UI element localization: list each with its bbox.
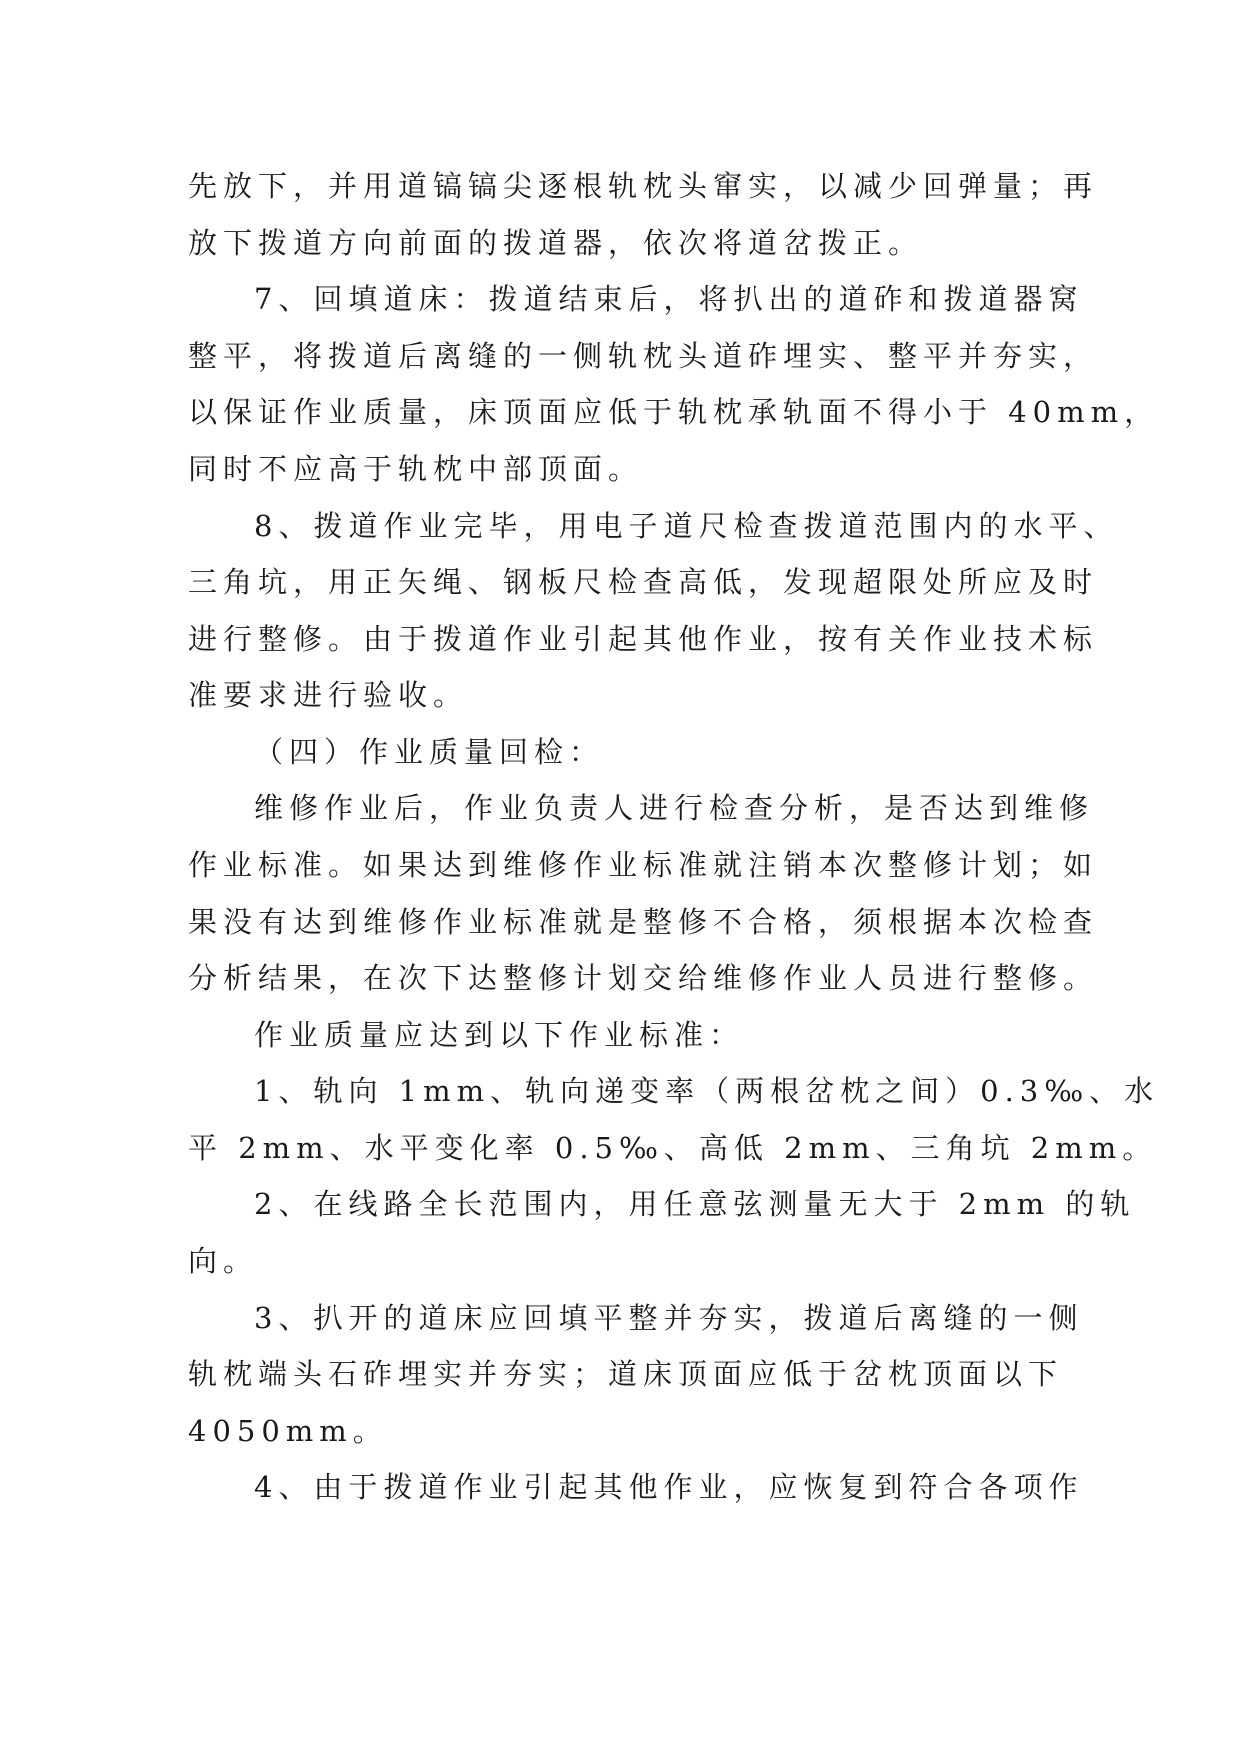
body-line: 三角坑，用正矢绳、钢板尺检查高低，发现超限处所应及时	[188, 565, 1099, 599]
body-line: 整平，将拨道后离缝的一侧轨枕头道砟埋实、整平并夯实，	[188, 339, 1099, 373]
standard-item-1: 1、轨向 1mm、轨向递变率（两根岔枕之间）0.3‰、水	[254, 1074, 1160, 1108]
body-line: 作业标准。如果达到维修作业标准就注销本次整修计划；如	[188, 848, 1099, 882]
standard-item-2: 2、在线路全长范围内，用任意弦测量无大于 2mm 的轨	[254, 1187, 1136, 1221]
body-line: 4050mm。	[188, 1414, 388, 1448]
body-line: 同时不应高于轨枕中部顶面。	[188, 452, 644, 486]
section-heading: （四）作业质量回检：	[254, 735, 605, 769]
body-line: 向。	[188, 1244, 259, 1278]
paragraph-7-start: 7、回填道床：拨道结束后，将扒出的道砟和拨道器窝	[254, 282, 1084, 316]
body-line: 放下拨道方向前面的拨道器，依次将道岔拨正。	[188, 226, 924, 260]
body-line: 分析结果，在次下达整修计划交给维修作业人员进行整修。	[188, 961, 1099, 995]
body-line: 先放下，并用道镐镐尖逐根轨枕头窜实，以减少回弹量；再	[188, 169, 1099, 203]
body-line: 果没有达到维修作业标准就是整修不合格，须根据本次检查	[188, 905, 1099, 939]
paragraph-start: 维修作业后，作业负责人进行检查分析，是否达到维修	[254, 791, 1095, 825]
body-line: 以保证作业质量，床顶面应低于轨枕承轨面不得小于 40mm，	[188, 395, 1160, 429]
paragraph-start: 作业质量应达到以下作业标准：	[254, 1018, 745, 1052]
paragraph-8-start: 8、拨道作业完毕，用电子道尺检查拨道范围内的水平、	[254, 509, 1119, 543]
body-line: 准要求进行验收。	[188, 678, 469, 712]
standard-item-4: 4、由于拨道作业引起其他作业，应恢复到符合各项作	[254, 1470, 1084, 1504]
body-line: 平 2mm、水平变化率 0.5‰、高低 2mm、三角坑 2mm。	[188, 1131, 1158, 1165]
body-line: 进行整修。由于拨道作业引起其他作业，按有关作业技术标	[188, 622, 1099, 656]
standard-item-3: 3、扒开的道床应回填平整并夯实，拨道后离缝的一侧	[254, 1301, 1084, 1335]
body-line: 轨枕端头石砟埋实并夯实；道床顶面应低于岔枕顶面以下	[188, 1357, 1064, 1391]
